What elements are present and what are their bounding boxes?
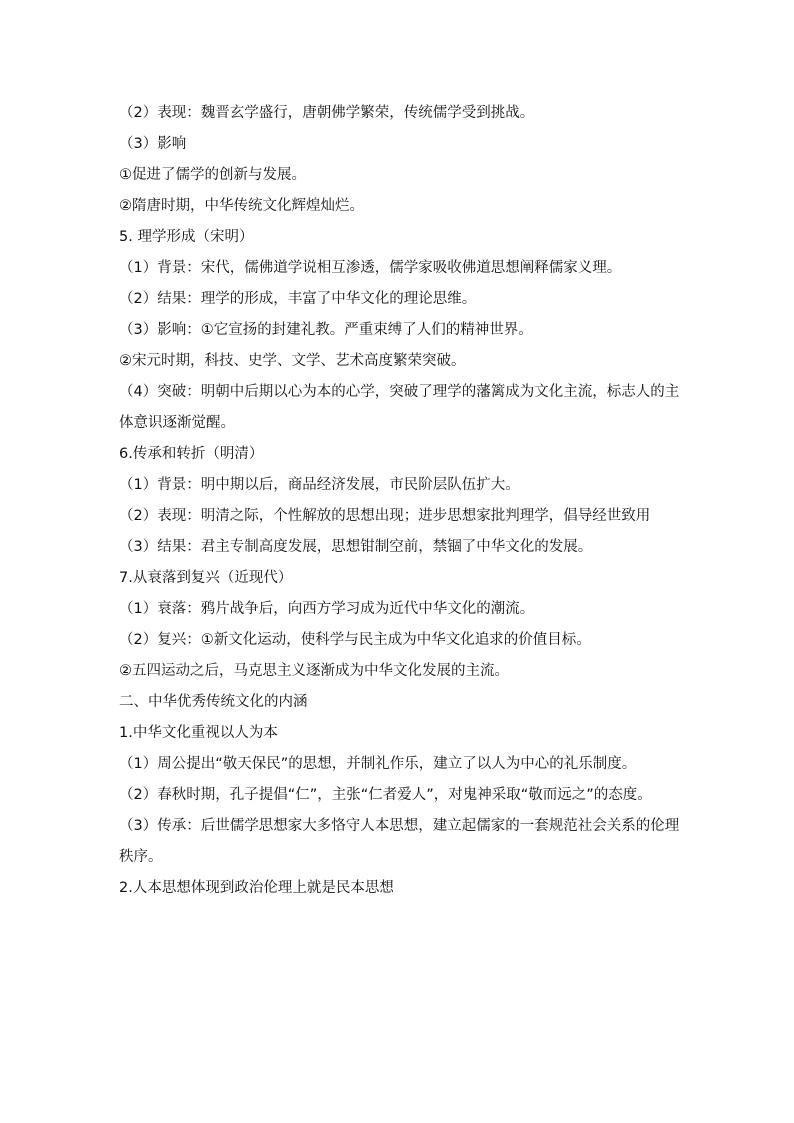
text-line: （4）突破：明朝中后期以心为本的心学，突破了理学的藩篱成为文化主流，标志人的主体意识逐渐觉醒。 [119, 384, 680, 431]
chapter-heading: 二、中华优秀传统文化的内涵 [119, 694, 308, 710]
section-heading: 2.人本思想体现到政治伦理上就是民本思想 [119, 880, 394, 896]
text-line: （2）春秋时期，孔子提倡“仁”，主张“仁者爱人”，对鬼神采取“敬而远之”的态度。 [119, 787, 652, 803]
text-line: ②隋唐时期，中华传统文化辉煌灿烂。 [119, 198, 364, 214]
section-heading: 1.中华文化重视以人为本 [119, 725, 278, 741]
text-line: （2）复兴：①新文化运动，使科学与民主成为中华文化追求的价值目标。 [119, 632, 591, 648]
text-line: （1）背景：宋代，儒佛道学说相互渗透，儒学家吸收佛道思想阐释儒家义理。 [119, 260, 622, 276]
document-body [119, 98, 681, 904]
text-line: ②五四运动之后，马克思主义逐渐成为中华文化发展的主流。 [119, 663, 509, 679]
text-line: （3）传承：后世儒学思想家大多恪守人本思想，建立起儒家的一套规范社会关系的伦理秩序。 [119, 818, 680, 865]
text-line: （1）背景：明中期以后，商品经济发展，市民阶层队伍扩大。 [119, 477, 520, 493]
section-heading: 5. 理学形成（宋明） [119, 229, 254, 245]
text-line: （2）结果：理学的形成，丰富了中华文化的理论思维。 [119, 291, 477, 307]
text-line: （3）结果：君主专制高度发展，思想钳制空前，禁锢了中华文化的发展。 [119, 539, 593, 555]
text-line: （3）影响：①它宣扬的封建礼教。严重束缚了人们的精神世界。 [119, 322, 533, 338]
text-line: （3）影响 [119, 136, 187, 152]
section-heading: 7.从衰落到复兴（近现代） [119, 570, 293, 586]
text-line: ②宋元时期，科技、史学、文学、艺术高度繁荣突破。 [119, 353, 466, 369]
text-line: （2）表现：魏晋玄学盛行，唐朝佛学繁荣，传统儒学受到挑战。 [119, 105, 535, 121]
text-line: ①促进了儒学的创新与发展。 [119, 167, 306, 183]
text-line: （1）周公提出“敬天保民”的思想，并制礼作乐，建立了以人为中心的礼乐制度。 [119, 756, 637, 772]
text-line: （2）表现：明清之际，个性解放的思想出现；进步思想家批判理学，倡导经世致用 [119, 508, 651, 524]
text-line: （1）衰落：鸦片战争后，向西方学习成为近代中华文化的潮流。 [119, 601, 535, 617]
section-heading: 6.传承和转折（明清） [119, 446, 264, 462]
